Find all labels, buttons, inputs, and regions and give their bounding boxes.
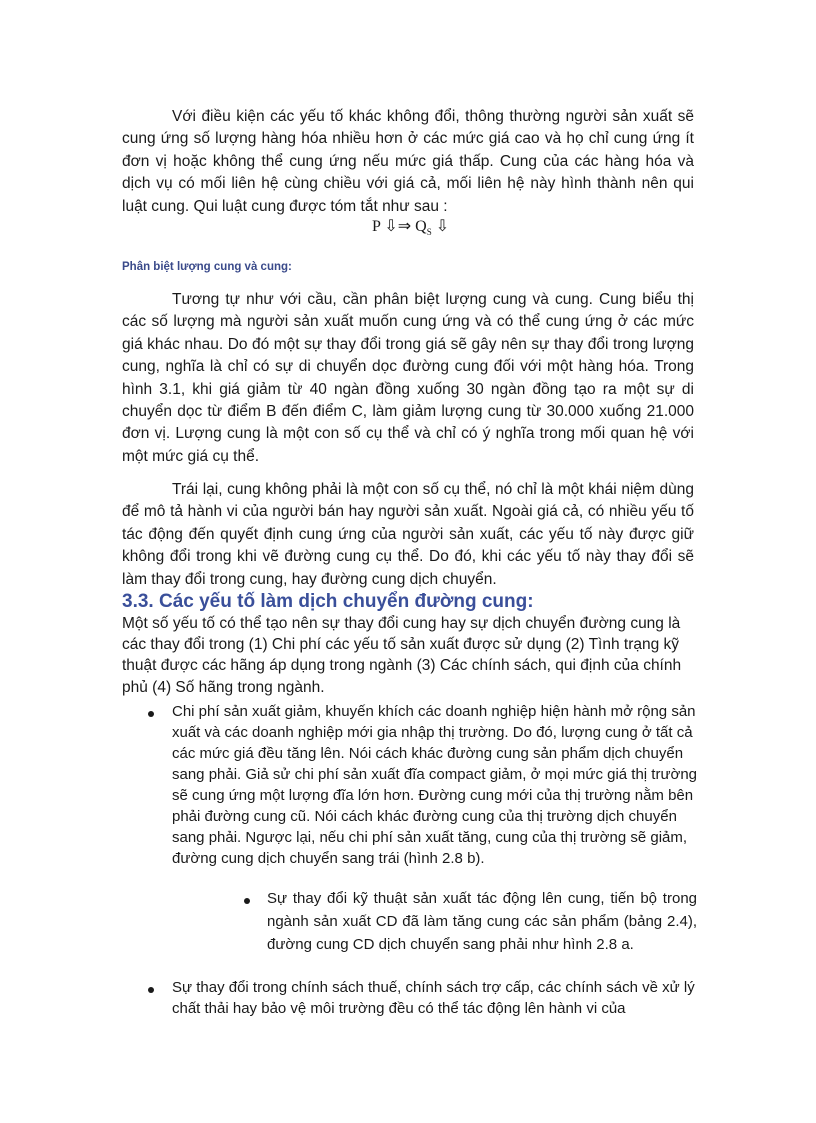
bullet-icon <box>244 898 250 904</box>
down-arrow-icon: ⇩ <box>435 218 450 235</box>
down-arrow-icon: ⇩ <box>384 218 398 235</box>
paragraph-supply-concept: Trái lại, cung không phải là một con số cụ thể, nó chỉ là một khái niệm dùng để mô tả hành vi của người bán hay người sản xuất. Ngoài giá cả, có nhiều yếu tố tác động đến quyết định cung ứng của người sản xuất, các yếu tố này được giữ không đổi trong khi vẽ đường cung cụ thể. Do đó, khi các yếu tố này thay đổi sẽ làm thay đổi trong cung, hay đường cung dịch chuyển. <box>122 481 694 588</box>
section-heading-supply-shifters: 3.3. Các yếu tố làm dịch chuyển đường cung: <box>122 591 534 612</box>
bullet-item-technology: Sự thay đổi kỹ thuật sản xuất tác động lên cung, tiến bộ trong ngành sản xuất CD đã làm tăng cung các sản phẩm (bảng 2.4), đường cung CD dịch chuyển sang phải như hình 2.8 a. <box>267 890 697 953</box>
paragraph-quantity-supplied: Tương tự như với cầu, cần phân biệt lượng cung và cung. Cung biểu thị các số lượng mà người sản xuất muốn cung ứng và có thể cung ứng ở các mức giá khác nhau. Do đó một sự thay đổi trong giá sẽ gây nên sự thay đổi trong lượng cung, nghĩa là chỉ có sự di chuyển dọc đường cung đối với một hàng hóa. Trong hình 3.1, khi giá giảm từ 40 ngàn đồng xuống 30 ngàn đồng tạo ra một sự di chuyển dọc từ điểm B đến điểm C, làm giảm lượng cung từ 30.000 xuống 21.000 đơn vị. Lượng cung là một con số cụ thể và chỉ có ý nghĩa trong mối quan hệ với một mức giá cụ thể. <box>122 291 694 465</box>
quantity-symbol: Q <box>415 218 427 235</box>
quantity-subscript: S <box>426 227 432 238</box>
paragraph-supply-law: Với điều kiện các yếu tố khác không đổi, thông thường người sản xuất sẽ cung ứng số lượng hàng hóa nhiều hơn ở các mức giá cao và họ chỉ cung ứng ít đơn vị hoặc không thể cung ứng nếu mức giá thấp. Cung của các hàng hóa và dịch vụ có mối liên hệ cùng chiều với giá cả, mối liên hệ này hình thành nên qui luật cung. Qui luật cung được tóm tắt như sau : <box>122 108 694 215</box>
price-symbol: P <box>372 218 381 235</box>
paragraph-supply-factors: Một số yếu tố có thể tạo nên sự thay đổi cung hay sự dịch chuyển đường cung là các thay đổi trong (1) Chi phí các yếu tố sản xuất được sử dụng (2) Tình trạng kỹ thuật được các hãng áp dụng trong ngành (3) Các chính sách, qui định của chính phủ (4) Số hãng trong ngành. <box>122 615 682 696</box>
bullet-icon <box>148 711 154 717</box>
supply-law-formula <box>372 216 449 243</box>
bullet-item-production-cost: Chi phí sản xuất giảm, khuyến khích các doanh nghiệp hiện hành mở rộng sản xuất và các doanh nghiệp mới gia nhập thị trường. Do đó, lượng cung ở tất cả các mức giá đều tăng lên. Nói cách khác đường cung sản phẩm dịch chuyển sang phải. Giả sử chi phí sản xuất đĩa compact giảm, ở mọi mức giá thị trường sẽ cung ứng một lượng đĩa lớn hơn. Đường cung mới của thị trường nằm bên phải đường cung cũ. Nói cách khác đường cung của thị trường dịch chuyển sang phải. Ngược lại, nếu chi phí sản xuất tăng, cung của thị trường sẽ giảm, đường cung dịch chuyển sang trái (hình 2.8 b). <box>172 703 698 867</box>
bullet-icon <box>148 987 154 993</box>
subheading-supply-vs-quantity: Phân biệt lượng cung và cung: <box>122 261 292 273</box>
implies-arrow-icon: ⇒ <box>397 218 412 235</box>
bullet-item-government-policy: Sự thay đổi trong chính sách thuế, chính sách trợ cấp, các chính sách về xử lý chất thải hay bảo vệ môi trường đều có thể tác động lên hành vi của <box>172 979 695 1017</box>
